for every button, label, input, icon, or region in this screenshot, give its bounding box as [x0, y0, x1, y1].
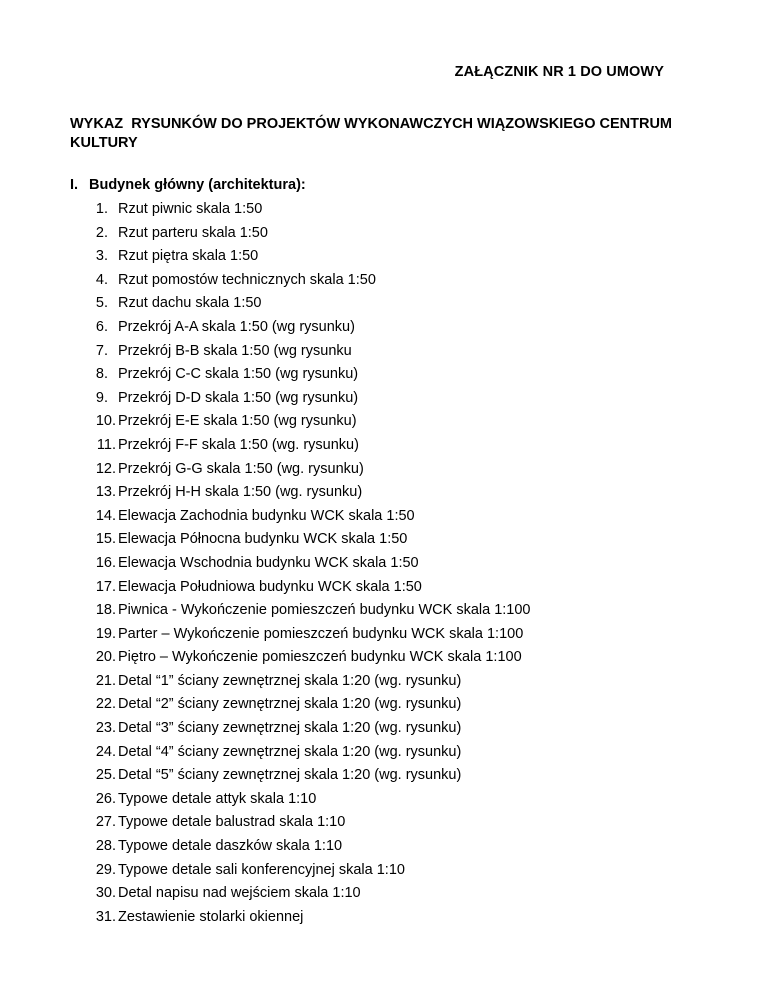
list-item-text: Detal “1” ściany zewnętrznej skala 1:20 (wg. rysunku) — [118, 672, 462, 689]
list-item-text: Parter – Wykończenie pomieszczeń budynku WCK skala 1:100 — [118, 625, 524, 642]
list-item — [82, 599, 531, 623]
list-item-number: 24. — [95, 743, 116, 760]
list-item-text: Typowe detale attyk skala 1:10 — [118, 790, 317, 807]
list-item-number: 21. — [95, 672, 116, 689]
list-item — [82, 363, 531, 387]
list-item — [82, 434, 531, 458]
list-item — [82, 505, 531, 529]
list-item-text: Detal “4” ściany zewnętrznej skala 1:20 (wg. rysunku) — [118, 743, 462, 760]
list-item-text: Elewacja Wschodnia budynku WCK skala 1:50 — [118, 554, 419, 571]
list-item-number: 5. — [95, 295, 108, 312]
list-item — [82, 552, 531, 576]
list-item-number: 19. — [95, 625, 116, 642]
list-item — [82, 481, 531, 505]
list-item-number: 10. — [95, 413, 116, 430]
list-item-text: Rzut piwnic skala 1:50 — [118, 201, 263, 217]
list-item — [82, 741, 531, 765]
list-item-text: Przekrój D-D skala 1:50 (wg rysunku) — [118, 389, 359, 406]
section-number: I. — [70, 177, 79, 193]
list-item-number: 9. — [95, 389, 108, 406]
drawing-list — [82, 198, 531, 929]
list-item — [82, 670, 531, 694]
list-item — [82, 859, 531, 883]
section-heading-text: Budynek główny (architektura): — [89, 177, 306, 193]
list-item-text: Zestawienie stolarki okiennej — [118, 908, 304, 925]
list-item-text: Elewacja Zachodnia budynku WCK skala 1:50 — [118, 507, 415, 524]
list-item-number: 25. — [95, 767, 116, 784]
list-item — [82, 198, 531, 222]
list-item — [82, 623, 531, 647]
list-item-text: Przekrój A-A skala 1:50 (wg rysunku) — [118, 318, 355, 335]
list-item-number: 12. — [95, 460, 116, 477]
list-item-number: 28. — [95, 838, 116, 855]
list-item-text: Detal napisu nad wejściem skala 1:10 — [118, 885, 361, 902]
list-item-text: Detal “3” ściany zewnętrznej skala 1:20 (wg. rysunku) — [118, 720, 462, 737]
list-item — [82, 340, 531, 364]
list-item — [82, 764, 531, 788]
list-item-text: Rzut parteru skala 1:50 — [118, 224, 268, 241]
list-item-text: Typowe detale daszków skala 1:10 — [118, 838, 343, 855]
list-item — [82, 717, 531, 741]
list-item-text: Przekrój F-F skala 1:50 (wg. rysunku) — [118, 436, 359, 453]
list-item-text: Elewacja Północna budynku WCK skala 1:50 — [118, 531, 408, 548]
list-item-number: 1. — [95, 201, 108, 217]
list-item — [82, 811, 531, 835]
annex-label: ZAŁĄCZNIK NR 1 DO UMOWY — [454, 64, 664, 80]
list-item-number: 30. — [95, 885, 116, 902]
list-item-text: Przekrój G-G skala 1:50 (wg. rysunku) — [118, 460, 364, 477]
list-item-number: 7. — [95, 342, 108, 359]
list-item-text: Rzut piętra skala 1:50 — [118, 248, 259, 265]
list-item — [82, 906, 531, 930]
list-item-number: 31. — [95, 908, 116, 925]
list-item — [82, 245, 531, 269]
list-item — [82, 458, 531, 482]
list-item-text: Typowe detale sali konferencyjnej skala 1:10 — [118, 861, 405, 878]
list-item-number: 20. — [95, 649, 116, 666]
list-item-text: Rzut pomostów technicznych skala 1:50 — [118, 271, 376, 288]
section-heading — [70, 177, 306, 193]
list-item-text: Przekrój E-E skala 1:50 (wg rysunku) — [118, 413, 357, 430]
list-item-number: 2. — [95, 224, 108, 241]
document-title: WYKAZ RYSUNKÓW DO PROJEKTÓW WYKONAWCZYCH WIĄZOWSKIEGO CENTRUM KULTURY — [70, 116, 677, 151]
list-item-number: 29. — [95, 861, 116, 878]
list-item-text: Elewacja Południowa budynku WCK skala 1:50 — [118, 578, 422, 595]
list-item-number: 22. — [95, 696, 116, 713]
list-item-text: Detal “2” ściany zewnętrznej skala 1:20 (wg. rysunku) — [118, 696, 462, 713]
list-item-number: 13. — [95, 484, 116, 501]
list-item-text: Rzut dachu skala 1:50 — [118, 295, 262, 312]
list-item-number: 18. — [95, 602, 116, 619]
list-item — [82, 693, 531, 717]
list-item-text: Typowe detale balustrad skala 1:10 — [118, 814, 346, 831]
list-item — [82, 528, 531, 552]
list-item-number: 16. — [95, 554, 116, 571]
list-item — [82, 835, 531, 859]
list-item-number: 14. — [95, 507, 116, 524]
list-item — [82, 646, 531, 670]
list-item — [82, 387, 531, 411]
list-item-text: Piwnica - Wykończenie pomieszczeń budynku WCK skala 1:100 — [118, 602, 531, 619]
list-item — [82, 788, 531, 812]
list-item-number: 6. — [95, 318, 108, 335]
list-item-number: 3. — [95, 248, 108, 265]
list-item — [82, 410, 531, 434]
list-item — [82, 316, 531, 340]
list-item-number: 27. — [95, 814, 116, 831]
list-item-number: 26. — [95, 790, 116, 807]
list-item-text: Przekrój H-H skala 1:50 (wg. rysunku) — [118, 484, 363, 501]
list-item — [82, 292, 531, 316]
list-item-number: 23. — [95, 720, 116, 737]
list-item — [82, 576, 531, 600]
list-item-text: Detal “5” ściany zewnętrznej skala 1:20 (wg. rysunku) — [118, 767, 462, 784]
list-item-number: 15. — [95, 531, 116, 548]
list-item-number: 11. — [96, 436, 116, 453]
list-item — [82, 882, 531, 906]
list-item-text: Piętro – Wykończenie pomieszczeń budynku WCK skala 1:100 — [118, 649, 522, 666]
list-item — [82, 222, 531, 246]
list-item-number: 17. — [95, 578, 116, 595]
list-item — [82, 269, 531, 293]
list-item-number: 4. — [95, 271, 108, 288]
list-item-text: Przekrój B-B skala 1:50 (wg rysunku — [118, 342, 352, 359]
list-item-number: 8. — [95, 366, 108, 383]
list-item-text: Przekrój C-C skala 1:50 (wg rysunku) — [118, 366, 359, 383]
